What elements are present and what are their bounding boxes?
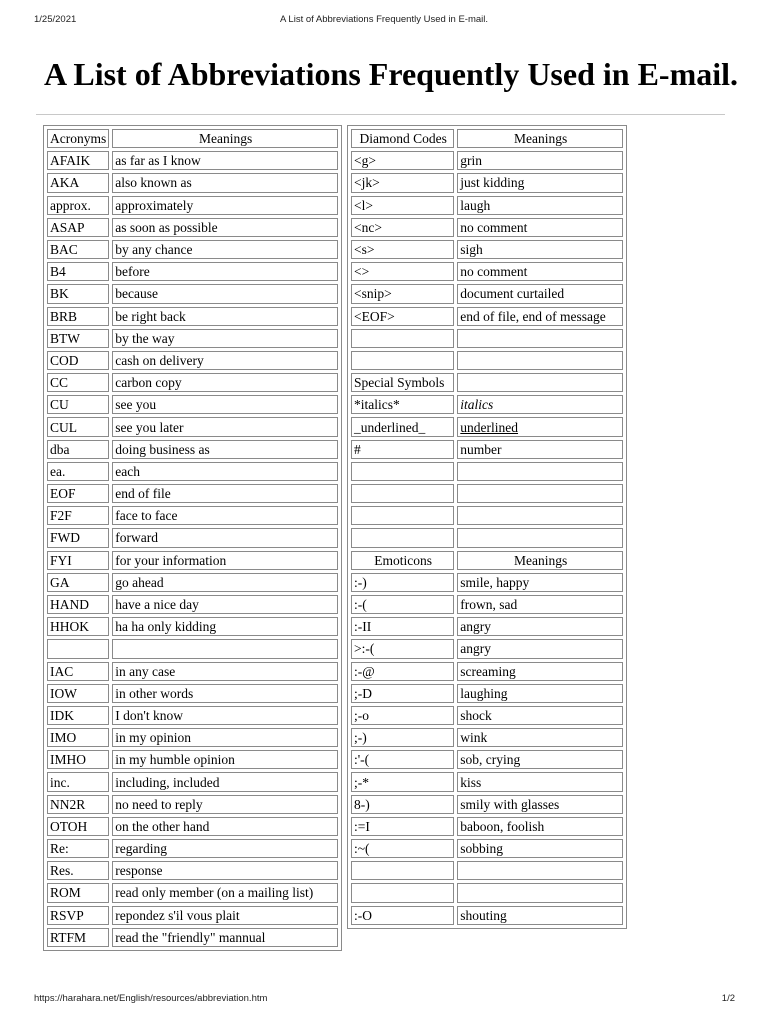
- table-row: [47, 750, 338, 769]
- acronym-cell: BRB: [47, 307, 109, 326]
- code-cell: [351, 462, 454, 481]
- meaning-cell: [457, 462, 623, 481]
- table-row: [351, 861, 623, 880]
- meaning-cell: sobbing: [457, 839, 623, 858]
- code-cell: :-): [351, 573, 454, 592]
- meaning-cell: underlined: [457, 417, 623, 436]
- section-header-row: [351, 551, 623, 570]
- meaning-cell: for your information: [112, 551, 338, 570]
- section-header-row: [351, 129, 623, 148]
- meaning-cell: carbon copy: [112, 373, 338, 392]
- acronym-cell: HAND: [47, 595, 109, 614]
- meaning-cell: grin: [457, 151, 623, 170]
- meaning-cell: shock: [457, 706, 623, 725]
- table-row: [351, 906, 623, 925]
- table-row: [47, 218, 338, 237]
- table-row: [351, 218, 623, 237]
- meaning-cell: number: [457, 440, 623, 459]
- meaning-cell: [457, 351, 623, 370]
- table-row: [351, 262, 623, 281]
- table-row: [47, 595, 338, 614]
- table-row: [351, 706, 623, 725]
- acronym-cell: IDK: [47, 706, 109, 725]
- table-row: [47, 440, 338, 459]
- acronym-cell: F2F: [47, 506, 109, 525]
- acronym-cell: CC: [47, 373, 109, 392]
- code-cell: [351, 506, 454, 525]
- meaning-cell: see you later: [112, 417, 338, 436]
- table-row: [351, 528, 623, 547]
- meaning-cell: have a nice day: [112, 595, 338, 614]
- table-row: [351, 395, 623, 414]
- acronym-cell: NN2R: [47, 795, 109, 814]
- table-row: [351, 839, 623, 858]
- code-cell: <l>: [351, 196, 454, 215]
- acronym-cell: Res.: [47, 861, 109, 880]
- meaning-cell: by any chance: [112, 240, 338, 259]
- table-row: [351, 662, 623, 681]
- acronyms-table: [43, 125, 342, 951]
- table-row: [47, 639, 338, 658]
- meaning-cell: including, included: [112, 772, 338, 791]
- table-row: [47, 373, 338, 392]
- meaning-cell: in other words: [112, 684, 338, 703]
- table-row: [47, 728, 338, 747]
- code-cell: [351, 351, 454, 370]
- meaning-cell: [457, 329, 623, 348]
- table-row: [47, 684, 338, 703]
- acronym-cell: CU: [47, 395, 109, 414]
- table-row: [47, 506, 338, 525]
- meaning-cell: document curtailed: [457, 284, 623, 303]
- meaning-cell: forward: [112, 528, 338, 547]
- acronym-cell: OTOH: [47, 817, 109, 836]
- table-row: [351, 373, 623, 392]
- code-cell: :-O: [351, 906, 454, 925]
- table-row: [351, 196, 623, 215]
- acronym-cell: FYI: [47, 551, 109, 570]
- meaning-cell: in my opinion: [112, 728, 338, 747]
- acronyms-header-row: [47, 129, 338, 148]
- code-cell: <jk>: [351, 173, 454, 192]
- code-cell: [351, 484, 454, 503]
- acronyms-column-header: Acronyms: [47, 129, 109, 148]
- code-cell: [351, 861, 454, 880]
- table-row: [47, 928, 338, 947]
- table-row: [47, 262, 338, 281]
- section-header-cell: Meanings: [457, 551, 623, 570]
- meaning-cell: kiss: [457, 772, 623, 791]
- table-row: [351, 240, 623, 259]
- acronym-cell: RTFM: [47, 928, 109, 947]
- table-row: [47, 861, 338, 880]
- code-cell: <s>: [351, 240, 454, 259]
- table-row: [47, 906, 338, 925]
- print-header: [0, 14, 768, 28]
- meaning-cell: sigh: [457, 240, 623, 259]
- page-url: https://harahara.net/English/resources/abbreviation.htm: [34, 993, 268, 1004]
- meaning-cell: in my humble opinion: [112, 750, 338, 769]
- table-row: [47, 662, 338, 681]
- meaning-cell: also known as: [112, 173, 338, 192]
- meaning-cell: see you: [112, 395, 338, 414]
- acronym-cell: ea.: [47, 462, 109, 481]
- table-row: [351, 772, 623, 791]
- code-cell: ;-o: [351, 706, 454, 725]
- meaning-cell: frown, sad: [457, 595, 623, 614]
- table-row: [351, 151, 623, 170]
- table-row: [351, 506, 623, 525]
- page-heading: A List of Abbreviations Frequently Used in E-mail.: [44, 56, 738, 92]
- meaning-cell: [457, 861, 623, 880]
- meaning-cell: sob, crying: [457, 750, 623, 769]
- meaning-cell: laughing: [457, 684, 623, 703]
- code-cell: ;-*: [351, 772, 454, 791]
- meaning-cell: each: [112, 462, 338, 481]
- acronym-cell: AFAIK: [47, 151, 109, 170]
- table-row: [351, 795, 623, 814]
- meaning-cell: on the other hand: [112, 817, 338, 836]
- code-cell: ;-): [351, 728, 454, 747]
- table-row: [47, 462, 338, 481]
- section-header-cell: Emoticons: [351, 551, 454, 570]
- table-row: [351, 173, 623, 192]
- code-cell: <nc>: [351, 218, 454, 237]
- table-row: [47, 351, 338, 370]
- acronym-cell: BAC: [47, 240, 109, 259]
- table-row: [351, 573, 623, 592]
- acronym-cell: EOF: [47, 484, 109, 503]
- table-row: [351, 750, 623, 769]
- table-row: [47, 706, 338, 725]
- meaning-cell: approximately: [112, 196, 338, 215]
- meaning-cell: laugh: [457, 196, 623, 215]
- acronym-cell: BK: [47, 284, 109, 303]
- meaning-cell: cash on delivery: [112, 351, 338, 370]
- code-cell: <>: [351, 262, 454, 281]
- acronym-cell: approx.: [47, 196, 109, 215]
- acronym-cell: Re:: [47, 839, 109, 858]
- table-row: [47, 551, 338, 570]
- acronym-cell: IMHO: [47, 750, 109, 769]
- meaning-cell: angry: [457, 639, 623, 658]
- meaning-cell: no need to reply: [112, 795, 338, 814]
- meaning-cell: regarding: [112, 839, 338, 858]
- table-row: [47, 883, 338, 902]
- code-cell: :-@: [351, 662, 454, 681]
- meaning-cell: face to face: [112, 506, 338, 525]
- meaning-cell: [457, 883, 623, 902]
- code-cell: Special Symbols: [351, 373, 454, 392]
- code-cell: #: [351, 440, 454, 459]
- table-row: [351, 462, 623, 481]
- meaning-cell: italics: [457, 395, 623, 414]
- meaning-cell: [457, 484, 623, 503]
- meaning-cell: smily with glasses: [457, 795, 623, 814]
- acronym-cell: ASAP: [47, 218, 109, 237]
- meaning-cell: ha ha only kidding: [112, 617, 338, 636]
- acronym-cell: CUL: [47, 417, 109, 436]
- table-row: [351, 307, 623, 326]
- acronym-cell: IOW: [47, 684, 109, 703]
- acronym-cell: inc.: [47, 772, 109, 791]
- code-cell: [351, 528, 454, 547]
- code-cell: <EOF>: [351, 307, 454, 326]
- code-cell: :-II: [351, 617, 454, 636]
- table-row: [351, 484, 623, 503]
- meaning-cell: because: [112, 284, 338, 303]
- meaning-cell: be right back: [112, 307, 338, 326]
- table-row: [47, 817, 338, 836]
- acronym-cell: COD: [47, 351, 109, 370]
- acronym-cell: [47, 639, 109, 658]
- table-row: [47, 839, 338, 858]
- acronym-cell: BTW: [47, 329, 109, 348]
- meaning-cell: smile, happy: [457, 573, 623, 592]
- acronym-cell: IMO: [47, 728, 109, 747]
- acronym-cell: AKA: [47, 173, 109, 192]
- table-row: [47, 151, 338, 170]
- meaning-cell: repondez s'il vous plait: [112, 906, 338, 925]
- table-row: [47, 240, 338, 259]
- meaning-cell: [112, 639, 338, 658]
- meaning-cell: doing business as: [112, 440, 338, 459]
- meaning-cell: before: [112, 262, 338, 281]
- table-row: [351, 351, 623, 370]
- code-cell: :=I: [351, 817, 454, 836]
- code-cell: [351, 883, 454, 902]
- code-cell: <g>: [351, 151, 454, 170]
- print-date: 1/25/2021: [34, 14, 77, 25]
- meaning-cell: wink: [457, 728, 623, 747]
- meaning-cell: just kidding: [457, 173, 623, 192]
- table-row: [47, 573, 338, 592]
- meaning-cell: [457, 506, 623, 525]
- meaning-cell: screaming: [457, 662, 623, 681]
- acronym-cell: HHOK: [47, 617, 109, 636]
- meaning-cell: end of file, end of message: [457, 307, 623, 326]
- meaning-cell: go ahead: [112, 573, 338, 592]
- table-row: [351, 329, 623, 348]
- table-row: [351, 417, 623, 436]
- table-row: [351, 639, 623, 658]
- meaning-cell: shouting: [457, 906, 623, 925]
- table-row: [351, 883, 623, 902]
- table-row: [351, 440, 623, 459]
- acronym-cell: dba: [47, 440, 109, 459]
- table-row: [47, 395, 338, 414]
- meaning-cell: by the way: [112, 329, 338, 348]
- code-cell: _underlined_: [351, 417, 454, 436]
- section-header-cell: Meanings: [457, 129, 623, 148]
- meaning-cell: read the "friendly" mannual: [112, 928, 338, 947]
- code-cell: ;-D: [351, 684, 454, 703]
- meaning-cell: [457, 528, 623, 547]
- meaning-cell: end of file: [112, 484, 338, 503]
- meaning-cell: as soon as possible: [112, 218, 338, 237]
- acronym-cell: GA: [47, 573, 109, 592]
- table-row: [47, 196, 338, 215]
- code-cell: :'-(: [351, 750, 454, 769]
- meaning-cell: angry: [457, 617, 623, 636]
- table-row: [47, 795, 338, 814]
- table-row: [351, 817, 623, 836]
- meaning-cell: no comment: [457, 218, 623, 237]
- table-row: [351, 284, 623, 303]
- acronym-cell: FWD: [47, 528, 109, 547]
- table-row: [351, 595, 623, 614]
- table-row: [47, 772, 338, 791]
- acronym-cell: IAC: [47, 662, 109, 681]
- meaning-cell: in any case: [112, 662, 338, 681]
- horizontal-rule: [36, 114, 725, 115]
- codes-table: [347, 125, 627, 929]
- print-footer: [0, 993, 768, 1007]
- table-row: [351, 684, 623, 703]
- meaning-cell: baboon, foolish: [457, 817, 623, 836]
- code-cell: <snip>: [351, 284, 454, 303]
- acronym-cell: RSVP: [47, 906, 109, 925]
- page-number: 1/2: [721, 993, 735, 1004]
- table-row: [351, 728, 623, 747]
- meaning-cell: response: [112, 861, 338, 880]
- table-row: [47, 173, 338, 192]
- acronym-cell: B4: [47, 262, 109, 281]
- code-cell: :-(: [351, 595, 454, 614]
- table-row: [47, 528, 338, 547]
- section-header-cell: Diamond Codes: [351, 129, 454, 148]
- meaning-cell: [457, 373, 623, 392]
- table-row: [47, 284, 338, 303]
- table-row: [47, 307, 338, 326]
- meanings-column-header: Meanings: [112, 129, 338, 148]
- code-cell: 8-): [351, 795, 454, 814]
- meaning-cell: as far as I know: [112, 151, 338, 170]
- code-cell: *italics*: [351, 395, 454, 414]
- table-row: [47, 329, 338, 348]
- print-page-title: A List of Abbreviations Frequently Used in E-mail.: [279, 14, 489, 25]
- table-row: [47, 417, 338, 436]
- meaning-cell: no comment: [457, 262, 623, 281]
- code-cell: >:-(: [351, 639, 454, 658]
- table-row: [47, 484, 338, 503]
- meaning-cell: read only member (on a mailing list): [112, 883, 338, 902]
- code-cell: [351, 329, 454, 348]
- acronym-cell: ROM: [47, 883, 109, 902]
- code-cell: :~(: [351, 839, 454, 858]
- meaning-cell: I don't know: [112, 706, 338, 725]
- table-row: [351, 617, 623, 636]
- table-row: [47, 617, 338, 636]
